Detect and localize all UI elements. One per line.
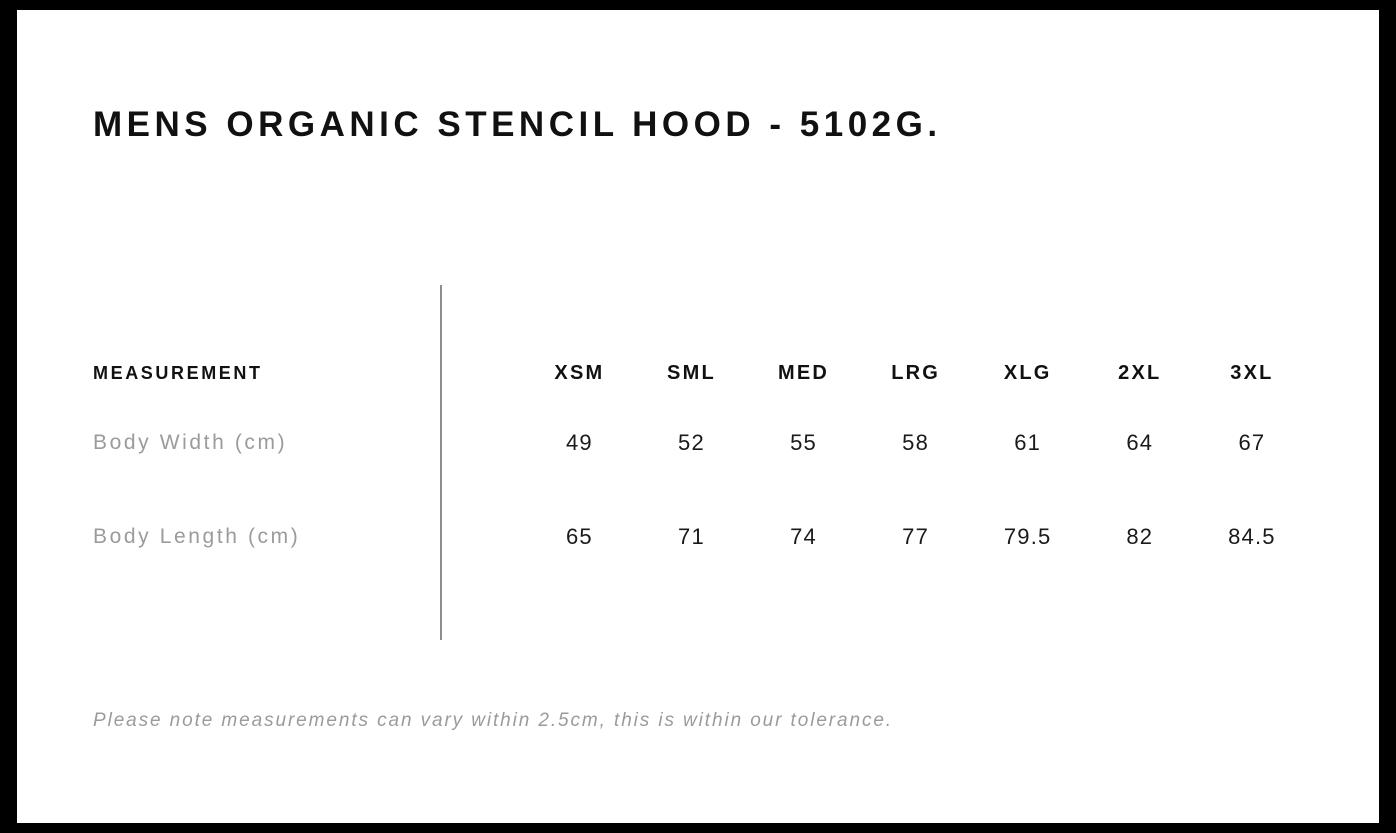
cell-body-length-xsm: 65 xyxy=(565,524,593,549)
cell-body-length-lrg: 77 xyxy=(902,524,930,549)
column-header-xsm: XSM xyxy=(554,361,605,384)
cell-body-width-2xl: 64 xyxy=(1126,430,1154,455)
column-header-2xl: 2XL xyxy=(1118,361,1162,384)
column-header-3xl: 3XL xyxy=(1230,361,1274,384)
cell-body-width-xlg: 61 xyxy=(1014,430,1042,455)
column-header-lrg: LRG xyxy=(891,361,941,384)
column-header-sml: SML xyxy=(667,361,716,384)
cell-body-length-2xl: 82 xyxy=(1126,524,1154,549)
row-label-body-width: Body Width (cm) xyxy=(93,431,288,454)
table-header xyxy=(93,350,1308,396)
table-row xyxy=(93,490,1308,584)
cell-body-width-sml: 52 xyxy=(678,430,705,455)
column-header-measurement: MEASUREMENT xyxy=(93,362,263,383)
column-header-xlg: XLG xyxy=(1003,361,1052,384)
cell-body-width-3xl: 67 xyxy=(1238,430,1266,455)
size-chart-card xyxy=(17,10,1379,823)
cell-body-width-med: 55 xyxy=(790,430,817,455)
cell-body-length-xlg: 79.5 xyxy=(1003,524,1052,549)
cell-body-length-3xl: 84.5 xyxy=(1228,524,1276,549)
size-chart-table xyxy=(93,350,1308,584)
page-title: MENS ORGANIC STENCIL HOOD - 5102G. xyxy=(93,105,942,144)
cell-body-width-xsm: 49 xyxy=(565,430,593,455)
row-label-body-length: Body Length (cm) xyxy=(93,525,301,548)
table-header-row xyxy=(93,350,1308,396)
cell-body-width-lrg: 58 xyxy=(902,430,930,455)
cell-body-length-med: 74 xyxy=(790,524,817,549)
column-header-med: MED xyxy=(778,361,830,384)
tolerance-note: Please note measurements can vary within 2.5cm, this is within our tolerance. xyxy=(93,710,893,731)
cell-body-length-sml: 71 xyxy=(678,524,705,549)
table-row xyxy=(93,396,1308,490)
table-body xyxy=(93,396,1308,584)
